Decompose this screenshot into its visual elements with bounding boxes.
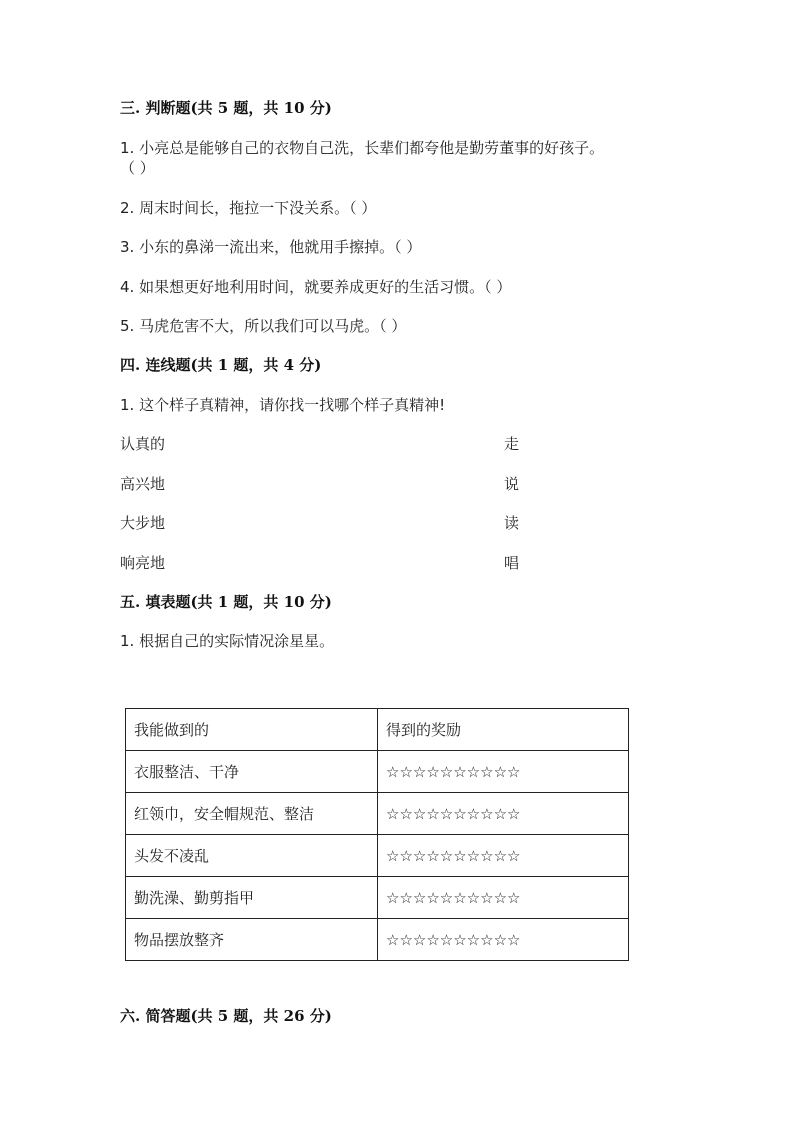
match-right-item: 说 bbox=[504, 475, 520, 493]
match-right-item: 走 bbox=[504, 435, 520, 453]
match-left-item: 大步地 bbox=[120, 514, 166, 532]
match-left-item: 响亮地 bbox=[120, 554, 166, 572]
judge-question-4: 4. 如果想更好地利用时间，就要养成更好的生活习惯。（ ） bbox=[120, 278, 512, 296]
table-row bbox=[126, 919, 629, 961]
behavior-cell: 物品摆放整齐 bbox=[126, 919, 378, 961]
star-rating-cell[interactable]: ☆☆☆☆☆☆☆☆☆☆ bbox=[378, 835, 629, 877]
behavior-cell: 衣服整洁、干净 bbox=[126, 751, 378, 793]
judge-question-5: 5. 马虎危害不大，所以我们可以马虎。（ ） bbox=[120, 317, 407, 335]
table-question-1: 1. 根据自己的实际情况涂星星。 bbox=[120, 632, 335, 650]
section-4-title: 四. 连线题(共 1 题，共 4 分) bbox=[120, 356, 322, 374]
table-header-cell: 我能做到的 bbox=[126, 709, 378, 751]
match-question-1: 1. 这个样子真精神，请你找一找哪个样子真精神! bbox=[120, 396, 446, 414]
match-right-item: 唱 bbox=[504, 554, 520, 572]
star-rating-cell[interactable]: ☆☆☆☆☆☆☆☆☆☆ bbox=[378, 877, 629, 919]
behavior-cell: 头发不凌乱 bbox=[126, 835, 378, 877]
section-5-title: 五. 填表题(共 1 题，共 10 分) bbox=[120, 593, 332, 611]
star-rating-table bbox=[125, 708, 629, 961]
behavior-cell: 勤洗澡、勤剪指甲 bbox=[126, 877, 378, 919]
table-row bbox=[126, 793, 629, 835]
match-left-item: 认真的 bbox=[120, 435, 166, 453]
table-row bbox=[126, 877, 629, 919]
section-3-title: 三. 判断题(共 5 题，共 10 分) bbox=[120, 99, 332, 117]
table-header-cell: 得到的奖励 bbox=[378, 709, 629, 751]
star-rating-cell[interactable]: ☆☆☆☆☆☆☆☆☆☆ bbox=[378, 751, 629, 793]
table-header-row bbox=[126, 709, 629, 751]
match-left-item: 高兴地 bbox=[120, 475, 166, 493]
match-right-item: 读 bbox=[504, 514, 520, 532]
judge-question-1-line1: 1. 小亮总是能够自己的衣物自己洗，长辈们都夸他是勤劳董事的好孩子。 bbox=[120, 139, 605, 157]
star-rating-cell[interactable]: ☆☆☆☆☆☆☆☆☆☆ bbox=[378, 919, 629, 961]
table-row bbox=[126, 751, 629, 793]
behavior-cell: 红领巾，安全帽规范、整洁 bbox=[126, 793, 378, 835]
judge-question-2: 2. 周末时间长，拖拉一下没关系。（ ） bbox=[120, 199, 377, 217]
judge-question-3: 3. 小东的鼻涕一流出来，他就用手擦掉。（ ） bbox=[120, 238, 422, 256]
section-6-title: 六. 简答题(共 5 题，共 26 分) bbox=[120, 1007, 332, 1025]
judge-question-1-line2: （ ） bbox=[120, 159, 155, 177]
table-row bbox=[126, 835, 629, 877]
star-rating-cell[interactable]: ☆☆☆☆☆☆☆☆☆☆ bbox=[378, 793, 629, 835]
